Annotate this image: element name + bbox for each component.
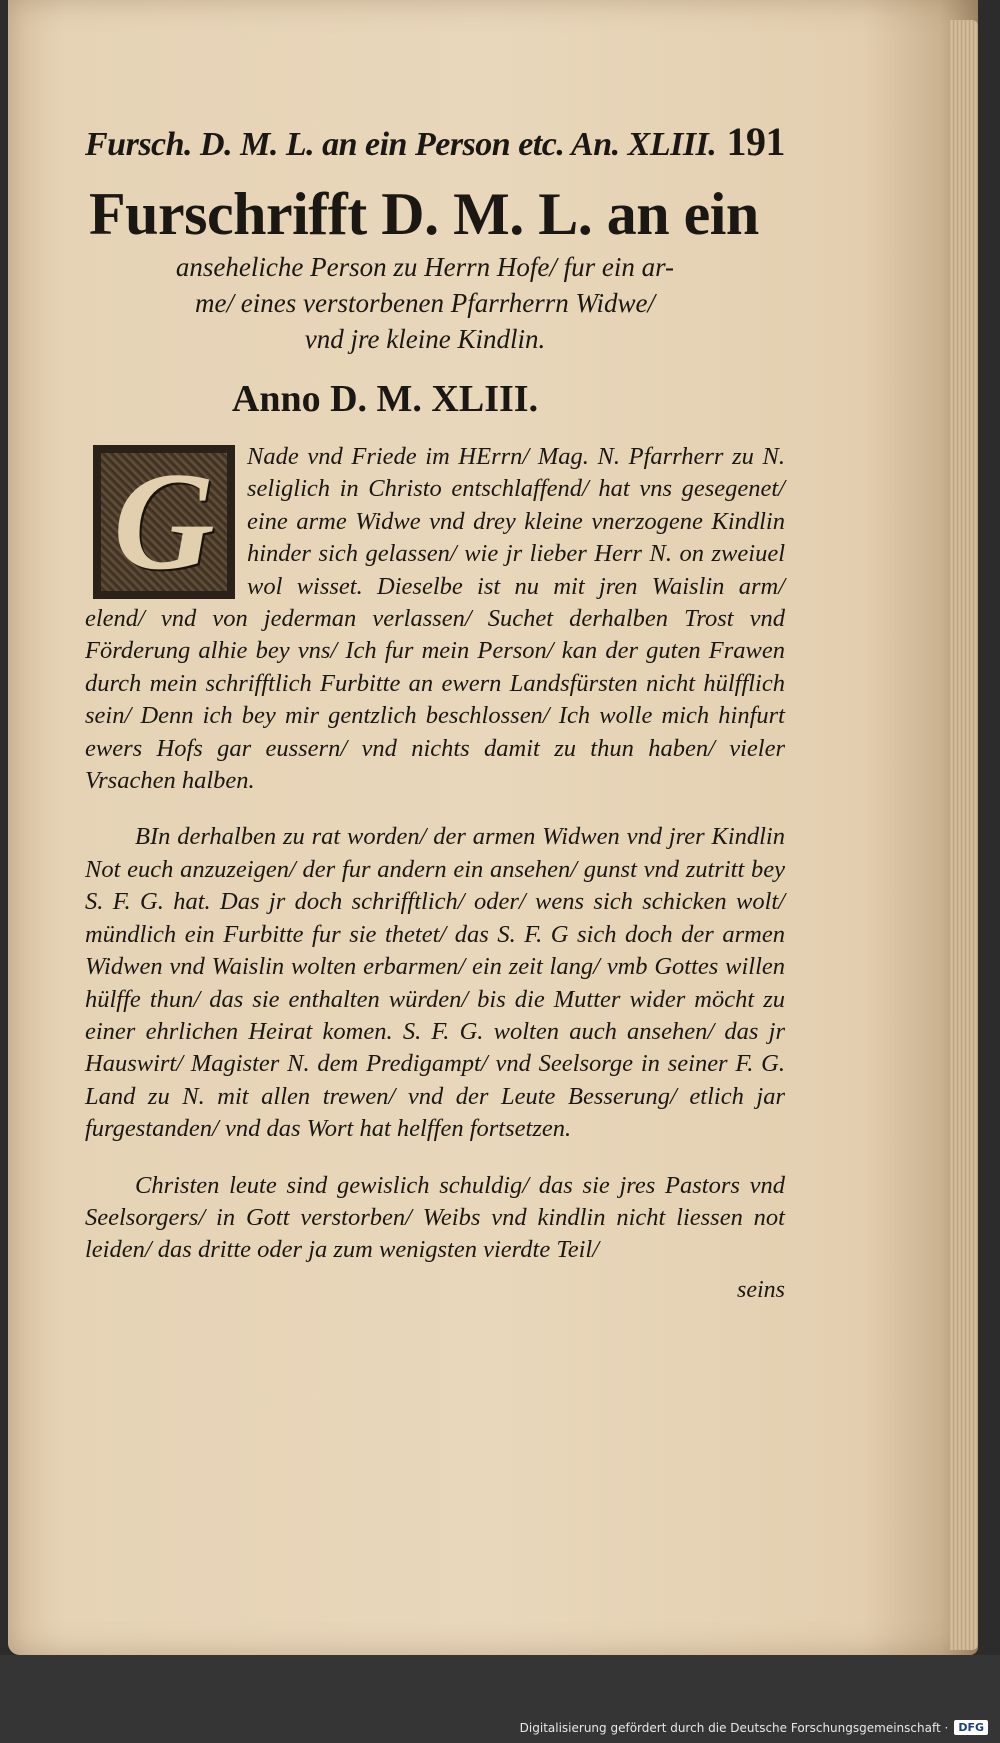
initial-ornament [101, 444, 227, 599]
paragraph-2 [85, 821, 785, 1145]
paragraph-1 [85, 441, 785, 797]
funding-credit-text: Digitalisierung gefördert durch die Deutsche Forschungsgemeinschaft · [519, 1720, 949, 1735]
initial-letter: G [113, 444, 215, 599]
catchword: seins [737, 1276, 785, 1303]
year-heading: Anno D. M. XLIII. [231, 378, 539, 420]
running-head [85, 118, 785, 165]
subtitle-line: me/ eines verstorbenen Pfarrherrn Widwe/ [195, 288, 655, 318]
letter-subtitle [105, 249, 745, 357]
paragraph-text: Nade vnd Friede im HErrn/ Mag. N. Pfarrherr zu N. seliglich in Christo entschlaffend/ hat vns gesegenet/ eine arme Widwe vnd drey kleine vnerzogene Kindlin hinder sich gelassen/ wie jr lieber Herr N. on zweiuel wol wisset. Dieselbe ist nu mit jren Waislin arm/ elend/ vnd von jederman verlassen/ Suchet derhalben Trost vnd Förderung alhie bey vns/ Ich fur mein Person/ kan der guten Frawen durch mein schrifftlich Furbitte an ewern Landsfürsten nicht hülfflich sein/ Denn ich bey mir gentzlich beschlossen/ Ich wolle mich hinfurt ewers Hofs gar eussern/ vnd nichts damit zu thun haben/ vieler Vrsachen halben. [85, 443, 785, 795]
paragraph-text: Christen leute sind gewislich schuldig/ das sie jres Pastors vnd Seelsorgers/ in Gott verstorben/ Weibs vnd kindlin nicht liessen not leiden/ das dritte oder ja zum wenigsten vierdte Teil/ [85, 1171, 785, 1264]
paragraph-3 [85, 1170, 785, 1267]
page-edge-stack [950, 20, 978, 1650]
running-head-title: Fursch. D. M. L. an ein Person etc. An. XLIII. [85, 126, 717, 163]
viewer-footer [0, 1655, 1000, 1743]
dfg-logo-icon: DFG [954, 1720, 988, 1735]
subtitle-line: vnd jre kleine Kindlin. [304, 324, 546, 354]
letter-title: Furschrifft D. M. L. an ein [89, 181, 759, 247]
funding-credit [520, 1720, 988, 1735]
page-number: 191 [726, 119, 785, 164]
subtitle-line: anseheliche Person zu Herrn Hofe/ fur ein ar- [175, 252, 675, 282]
paragraph-text: BIn derhalben zu rat worden/ der armen Widwen vnd jrer Kindlin Not euch anzuzeigen/ der fur andern ein ansehen/ gunst vnd zutritt bey S. F. G. hat. Das jr doch schrifftlich/ oder/ wens sich schicken wolt/ mündlich ein Furbitte fur sie thetet/ das S. F. G sich doch der armen Widwen vnd Waislin wolten erbarmen/ ein zeit lang/ vmb Gottes willen hülffe thun/ das sie enthalten würden/ bis die Mutter wider möcht zu einer ehrlichen Heirat komen. S. F. G. wolten auch ansehen/ das jr Hauswirt/ Magister N. dem Predigampt/ vnd Seelsorge in seiner F. G. Land zu N. mit allen trewen/ vnd der Leute Besserung/ etlich jar furgestanden/ vnd das Wort hat helffen fortsetzen. [85, 823, 785, 1143]
page-text-block [85, 118, 785, 1304]
decorated-initial [93, 445, 235, 599]
